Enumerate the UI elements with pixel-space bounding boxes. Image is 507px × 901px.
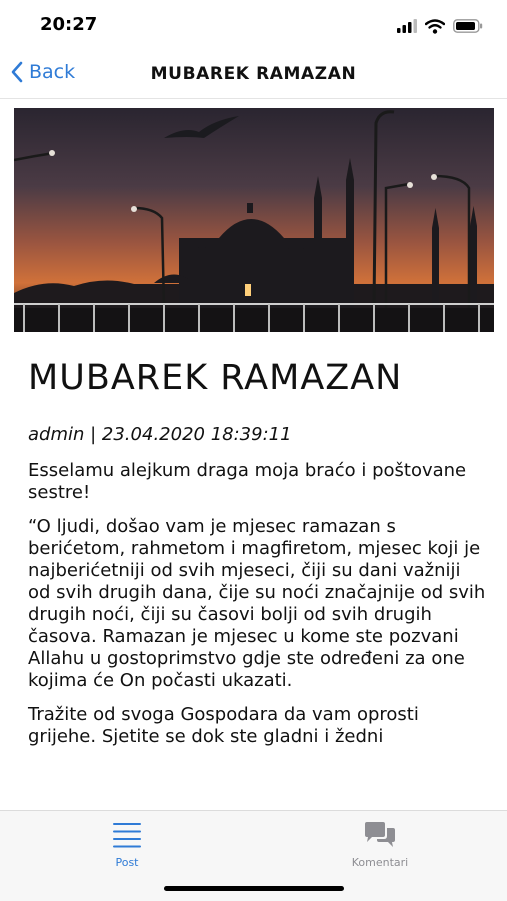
article-body: [28, 460, 486, 760]
article-meta: admin | 23.04.2020 18:39:11: [28, 424, 292, 445]
list-icon: [112, 821, 142, 849]
status-time: 20:27: [40, 14, 98, 35]
nav-title: MUBAREK RAMAZAN: [150, 64, 357, 84]
nav-bar: [0, 52, 507, 99]
article-paragraph: “O ljudi, došao vam je mjesec ramazan s berićetom, rahmetom i magfiretom, mjesec koji je najberićetniji od svih mjeseci, čiji su dani važniji od svih drugih dana, čije su noći značajnije od svih drugih noći, čiji su časovi bolji od svih drugih časova. Ramazan je mjesec u kome ste pozvani Allahu u gostoprimstvo gdje ste određeni za one kojima će On počasti ukazati.: [28, 516, 486, 691]
article-paragraph: Tražite od svoga Gospodara da vam oprosti grijehe. Sjetite se dok ste gladni i žedni: [28, 704, 419, 747]
tab-comments[interactable]: [320, 821, 440, 869]
article-paragraph: Esselamu alejkum draga moja braćo i poštovane sestre!: [28, 460, 467, 503]
signal-icon: [397, 19, 417, 33]
mosque-sunset-image: [14, 108, 494, 332]
hero-image: [14, 108, 494, 332]
wifi-icon: [425, 19, 445, 34]
tab-post[interactable]: [67, 821, 187, 869]
back-label: Back: [29, 61, 76, 83]
tab-post-label: Post: [115, 856, 139, 869]
comments-icon: [363, 821, 397, 849]
status-bar: [0, 0, 507, 52]
article-content[interactable]: [0, 332, 507, 810]
tab-comments-label: Komentari: [351, 856, 409, 869]
battery-icon: [453, 19, 483, 33]
status-icons: [397, 16, 483, 36]
home-indicator: [164, 886, 344, 891]
article-title: MUBAREK RAMAZAN: [28, 358, 403, 398]
